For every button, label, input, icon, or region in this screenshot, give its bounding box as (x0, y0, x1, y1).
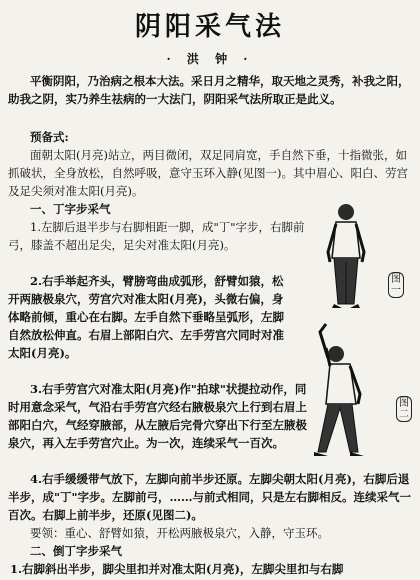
figure2-label: 图二 (396, 396, 412, 422)
step4-paragraph: 4.右手缓缓带气放下，左脚向前半步还原。左脚尖朝太阳(月亮)，右脚后退半步，成"丁"字步。左脚前弓，……与前式相同，只是左右脚相反。连续采气一百次。右脚上前半步，还原(见图二)。 (8, 472, 411, 522)
step2-paragraph: 2.右手举起齐头，臂膀弯曲成弧形，舒臂如猿，松开两腋极泉穴，劳宫穴对准太阳(月亮)，头微右偏，身体略前倾，重心在右脚。左手自然下垂略呈弧形，左脚自然放松伸直。右眉上部阳白穴、左手劳宫穴同时对准太阳(月亮)。 (8, 274, 284, 360)
key-points: 要领：重心、舒臂如猿，开松两腋极泉穴，入静，守玉环。 (30, 526, 329, 540)
prep-heading: 预备式: (30, 130, 69, 144)
figure1-illustration (312, 200, 380, 312)
author-line (0, 50, 420, 67)
intro-paragraph: 平衡阴阳，乃治病之根本大法。采日月之精华，取天地之灵秀，补我之阳，助我之阴，实乃养生祛病的一大法门，阴阳采气法所取正是此义。 (8, 74, 410, 106)
section1-heading: 一、丁字步采气 (30, 202, 111, 216)
step1-paragraph: 1.左脚后退半步与右脚相距一脚，成"丁"字步，右脚前弓，膝盖不超出足尖，足尖对准太阳(月亮)。 (8, 220, 305, 252)
dot-left-icon: · (166, 52, 177, 66)
section2-heading: 二、倒丁字步采气 (30, 544, 122, 558)
figure2-illustration (306, 318, 388, 460)
article-title: 阴阳采气法 (134, 12, 285, 42)
author-name: 洪 钟 (186, 52, 234, 66)
prep-paragraph: 面朝太阳(月亮)站立，两目微闭，双足同肩宽，手自然下垂，十指微张，如抓破状，全身放松，自然呼吸，意守玉环入静(见图一)。其中眉心、阳白、劳宫及足尖须对准太阳(月亮)。 (8, 148, 408, 198)
step3-paragraph: 3.右手劳宫穴对准太阳(月亮)作"拍球"状提拉动作，同时用意念采气，气沿右手劳宫穴经右腋极泉穴上行到右眉上部阳白穴，气经穿腋部，从左腋后完骨穴穿出下行至左腋极泉穴，再入左手劳宫穴止。为一次，连续采气一百次。 (8, 382, 307, 450)
dot-right-icon: · (243, 52, 254, 66)
figure1-label: 图一 (388, 272, 404, 298)
section2-step1: 1.右脚斜出半步，脚尖里扣并对准太阳(月亮)，左脚尖里扣与右脚 (10, 562, 344, 576)
